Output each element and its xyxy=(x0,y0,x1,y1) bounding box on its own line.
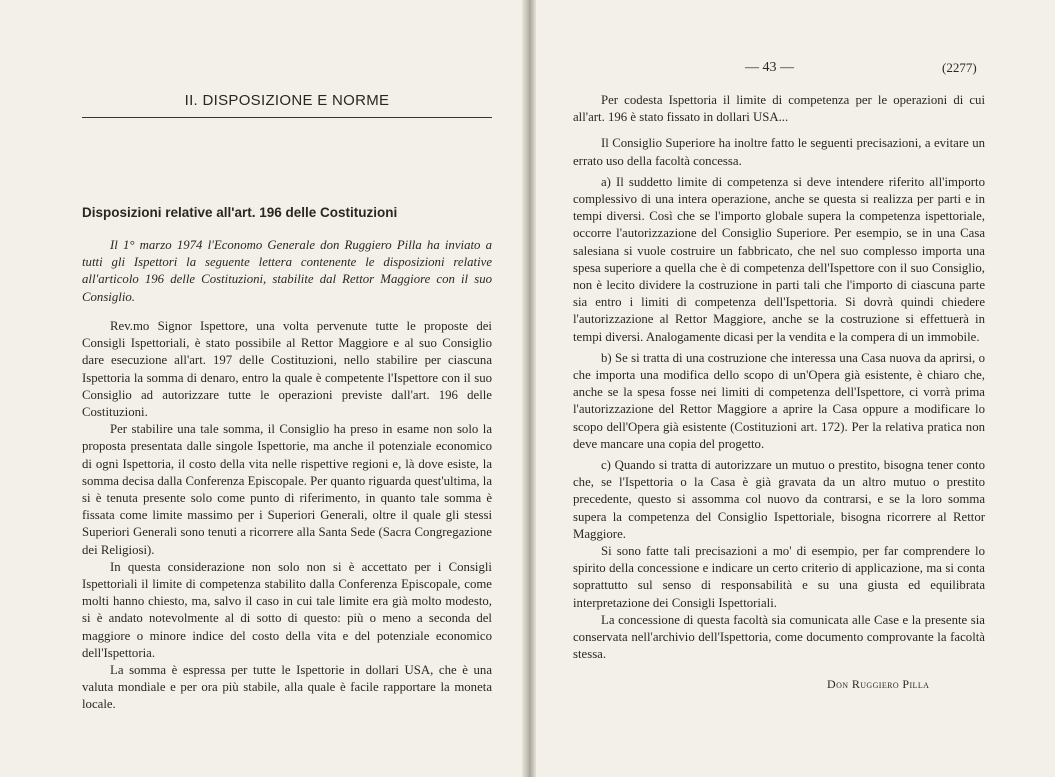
intro-paragraph: Il 1° marzo 1974 l'Economo Generale don Ruggiero Pilla ha inviato a tutti gli Ispettori la seguente lettera contenente le disposizioni relative all'articolo 196 delle Costituzioni, stabilite dal Rettor Maggiore con il suo Consiglio. xyxy=(82,238,492,304)
article-subtitle: Disposizioni relative all'art. 196 delle Costituzioni xyxy=(82,205,398,220)
body-paragraph: Rev.mo Signor Ispettore, una volta pervenute tutte le proposte dei Consigli Ispettoriali, è stato possibile al Rettor Maggiore e al suo Consiglio dare esecuzione all'art. 197 delle Costituzioni, nello stabilire per ciascuna Ispettoria la somma di denaro, entro la quale è competente l'Ispettore con il suo Consiglio ad autorizzare tutte le operazioni previste dall'art. 196 delle Costituzioni. xyxy=(82,319,492,420)
body-paragraph: Per stabilire una tale somma, il Consiglio ha preso in esame non solo la proposta presentata dalle singole Ispettorie, ma anche il potenziale economico di ogni Ispettoria, il costo della vita nelle rispettive regioni e, là dove esiste, la somma decisa dalla Conferenza Episcopale. Per quanto riguarda quest'ultima, la si è tenuta presente solo come punto di riferimento, in quanto tale somma è fissata come limite massimo per i Superiori Generali, oltre il quale gli stessi Superiori Generali sono tenuti a ricorrere alla Santa Sede (Sacra Congregazione dei Religiosi). xyxy=(82,422,492,557)
page-number: — 43 — xyxy=(745,60,794,75)
section-title: II. DISPOSIZIONE E NORME xyxy=(184,92,390,109)
body-paragraph: a) Il suddetto limite di competenza si deve intendere riferito all'importo complessivo di una intera operazione, anche se questa si realizza per parti e in tempi diversi. Così che se l'importo globale supera la competenza ispettoriale, occorre l'autorizzazione del Consiglio Superiore. Per esempio, se in una Casa salesiana si vuole costruire un fabbricato, che nel suo complesso importa una spesa superiore a quella che è di competenza dell'Ispettore con il suo Consiglio, non è lecito dividere la costruzione in parti tali che l'importo di ciascuna parte sia entro i limiti di competenza dell'Ispettoria. Si dovrà quindi chiedere l'autorizzazione al Rettor Maggiore, anche se la costruzione si effettuerà in tempi diversi. Analogamente dicasi per la vendita e la compera di un immobile. xyxy=(573,174,985,344)
body-paragraph: c) Quando si tratta di autorizzare un mutuo o prestito, bisogna tener conto che, se l'Ispettoria o la Casa è già gravata da un altro mutuo o prestito precedente, questo si assomma col nuovo da contrarsi, e se la loro somma supera la competenza del Consiglio Ispettoriale, bisogna ricorrere al Rettor Maggiore. xyxy=(573,458,985,541)
body-paragraph: b) Se si tratta di una costruzione che interessa una Casa nuova da aprirsi, o che importa una modifica dello scopo di un'Opera già esistente, è chiaro che, anche se la spesa fosse nei limiti di competenza dell'Ispettore, ci vorrà prima l'autorizzazione del Rettor Maggiore a aprire la Casa oppure a modificare lo scopo dell'Opera già esistente (Costituzioni art. 172). Per la relativa pratica non deve mancare una copia del progetto. xyxy=(573,350,985,451)
right-body-text xyxy=(573,92,985,664)
signature: Don Ruggiero Pilla xyxy=(827,677,930,691)
body-paragraph: Per codesta Ispettoria il limite di competenza per le operazioni di cui all'art. 196 è stato fissato in dollari USA... xyxy=(573,93,985,125)
body-paragraph: In questa considerazione non solo non si è accettato per i Consigli Ispettoriali il limite di competenza stabilito dalla Conferenza Episcopale, come molti hanno chiesto, ma, salvo il caso in cui tale limite era già molto modesto, si è andato notevolmente al di sotto di questo: più o meno a seconda del maggiore o minore indice del costo della vita e del potenziale economico dell'Ispettoria. xyxy=(82,559,492,660)
body-paragraph: La somma è espressa per tutte le Ispettorie in dollari USA, che è una valuta mondiale e per ora più stabile, alla quale è facile rapportare la moneta locale. xyxy=(82,663,492,712)
left-body-text xyxy=(82,318,492,714)
body-paragraph: La concessione di questa facoltà sia comunicata alle Case e la presente sia conservata nell'archivio dell'Ispettoria, come documento comprovante la facoltà stessa. xyxy=(573,612,985,662)
body-paragraph: Si sono fatte tali precisazioni a mo' di esempio, per far comprendere lo spirito della concessione e indicare un certo criterio di applicazione, ma si conta soprattutto sul senso di responsabilità e su una giusta ed equilibrata interpretazione dei Consigli Ispettoriali. xyxy=(573,544,985,610)
section-rule xyxy=(82,117,492,118)
body-paragraph: Il Consiglio Superiore ha inoltre fatto le seguenti precisazioni, a evitare un errato uso della facoltà concessa. xyxy=(573,136,985,168)
page-reference: (2277) xyxy=(942,60,977,75)
book-gutter xyxy=(522,0,536,777)
